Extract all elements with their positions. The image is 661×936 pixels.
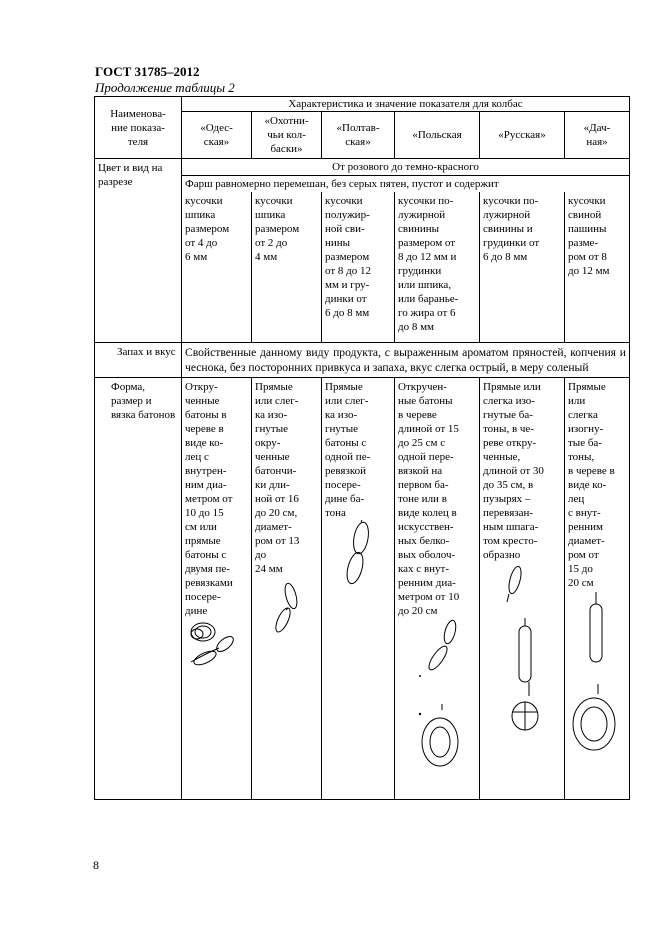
form-cell-dachnaya — [565, 377, 630, 799]
form-cell-poltavskaya — [322, 377, 395, 799]
page-number: 8 — [93, 858, 99, 872]
column-header-poltavskaya: «Полтав- ская» — [322, 112, 395, 159]
column-header-okhotnichi: «Охотни- чьи кол- баски» — [252, 112, 322, 159]
color-cell-dachnaya: кусочки свиной пашины разме- ром от 8 до 12 мм — [565, 192, 630, 342]
smell-value: Свойственные данному виду продукта, с выраженным ароматом пряностей, копчения и чеснока, без посторонних привкуса и запаха, вкус слегка острый, в меру соленый — [182, 342, 630, 377]
table-row — [95, 342, 630, 377]
color-cell-polskaya: кусочки по- лужирной свинины размером от 8 до 12 мм и грудинки или шпика, или баранье- го жира от 6 до 8 мм — [395, 192, 480, 342]
sausage-single-tie-drawing — [325, 520, 385, 600]
form-cell-odesskaya — [182, 377, 252, 799]
sausage-twisted-and-ring-drawing — [398, 618, 476, 768]
sausage-straight-and-bladder-drawing — [483, 562, 561, 732]
row-label-color: Цвет и вид на разрезе — [95, 159, 182, 343]
group-header: Характеристика и значение показателя для колбас — [182, 97, 630, 112]
row-label-smell: Запах и вкус — [95, 342, 182, 377]
color-cell-poltavskaya: кусочки полужир- ной сви- нины размером от 8 до 12 мм и гру- динки от 6 до 8 мм — [322, 192, 395, 342]
form-text-polskaya: Откручен- ные батоны в череве длиной от 15 до 25 см с одной пере- вязкой на первом ба- тоне или в виде колец в искусствен- ных белко- вых оболоч- ках с внут- ренним диа- метром от 10 до 20 см — [398, 380, 460, 617]
farsh-description: Фарш равномерно перемешан, без серых пятен, пустот и содержит — [182, 176, 630, 193]
form-text-poltavskaya: Прямые или слег- ка изо- гнутые батоны с одной пе- ревязкой посере- дине ба- тона — [325, 380, 371, 519]
row-label-form — [95, 377, 182, 799]
form-cell-okhotnichi — [252, 377, 322, 799]
column-header-russkaya: «Русская» — [480, 112, 565, 159]
form-text-okhotnichi: Прямые или слег- ка изо- гнутые окру- ченные батончи- ки дли- ной от 16 до 20 см, диамет- ром от 13 до 24 мм — [255, 380, 300, 575]
indicator-name-header: Наименова- ние показа- теля — [95, 97, 182, 159]
column-header-polskaya: «Польская — [395, 112, 480, 159]
column-header-dachnaya: «Дач- ная» — [565, 112, 630, 159]
table-continuation-caption: Продолжение таблицы 2 — [95, 80, 235, 95]
color-common-value: От розового до темно-красного — [182, 159, 630, 176]
column-header-odesskaya: «Одес- ская» — [182, 112, 252, 159]
table-row — [95, 159, 630, 176]
form-cell-russkaya — [480, 377, 565, 799]
color-cell-odesskaya: кусочки шпика размером от 4 до 6 мм — [182, 192, 252, 342]
sausage-links-drawing — [255, 576, 315, 646]
form-text-odesskaya: Откру- ченные батоны в череве в виде ко- лец с внутрен- ним диа- метром от 10 до 15 см или прямые батоны с двумя пе- ревязками посере- дине — [185, 380, 233, 617]
form-text-dachnaya: Прямые или слегка изогну- тые ба- тоны, в череве в виде ко- лец с внут- ренним диамет- ром от 15 до 20 см — [568, 380, 615, 589]
characteristics-table — [94, 96, 630, 800]
sausage-straight-and-ring-drawing — [568, 590, 626, 760]
color-cell-okhotnichi: кусочки шпика размером от 2 до 4 мм — [252, 192, 322, 342]
form-label-text: Форма, размер и вязка батонов — [111, 380, 176, 421]
form-text-russkaya: Прямые или слегка изо- гнутые ба- тоны, в че- реве откру- ченные, длиной от 30 до 35 см, в пузырях – перевязан- ным шпага- том кресто- образно — [483, 380, 544, 561]
form-cell-polskaya — [395, 377, 480, 799]
table-header-row-1 — [95, 97, 630, 112]
standard-number: ГОСТ 31785–2012 — [95, 64, 200, 79]
sausage-ring-drawing — [185, 618, 247, 678]
table-row — [95, 377, 630, 799]
color-cell-russkaya: кусочки по- лужирной свинины и грудинки от 6 до 8 мм — [480, 192, 565, 342]
